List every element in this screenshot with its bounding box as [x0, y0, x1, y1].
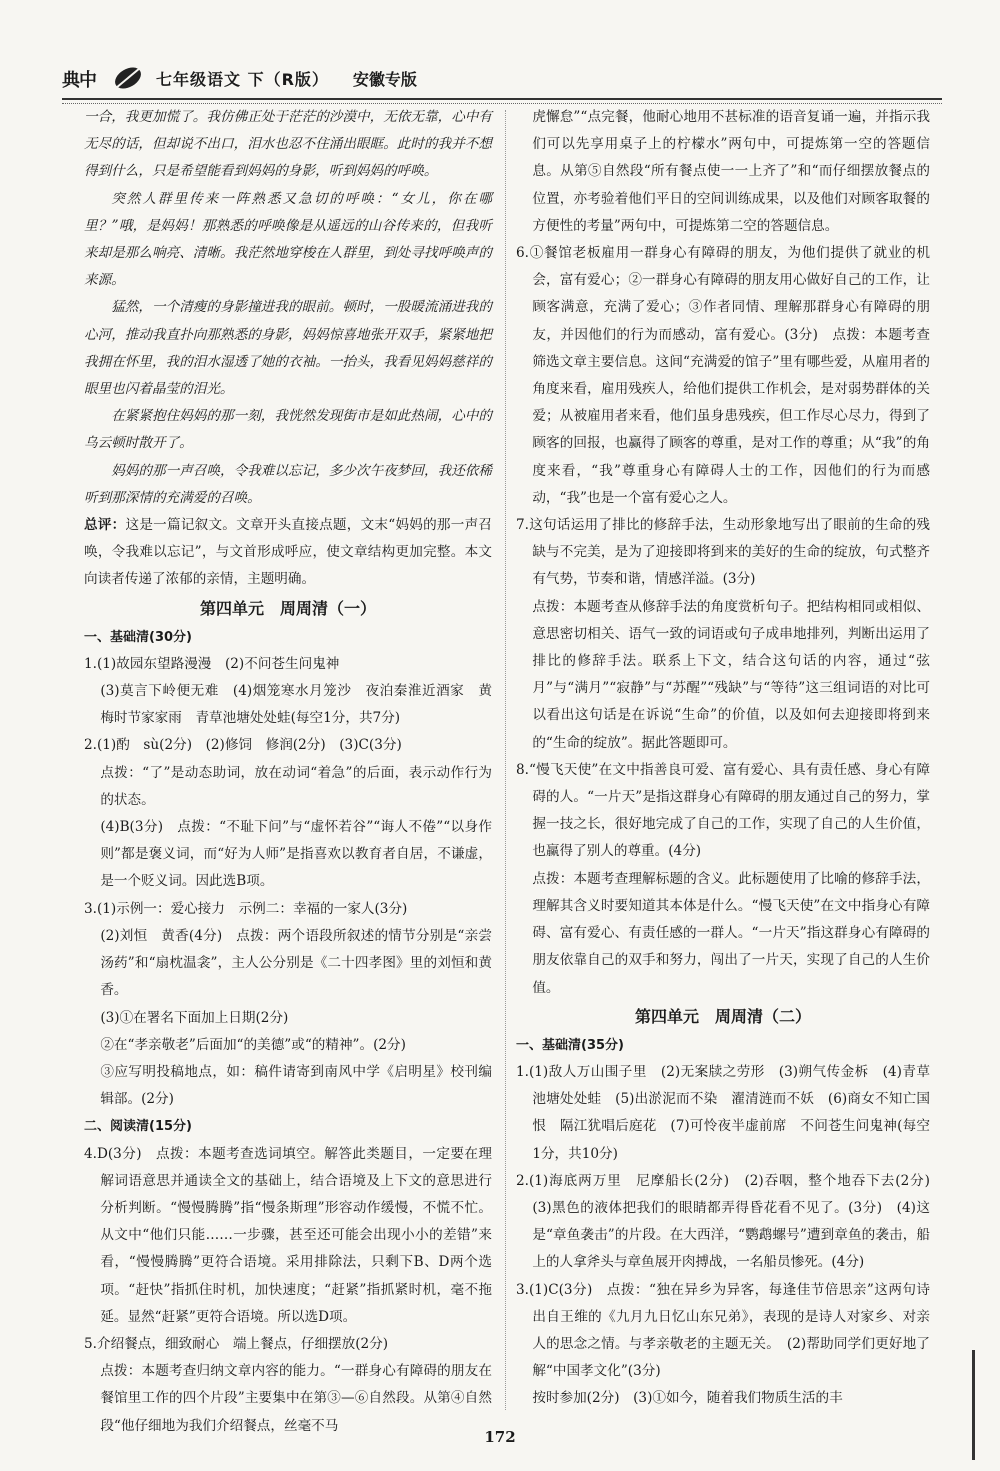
answer-item: 1.(1)故园东望路漫漫 (2)不问苍生问鬼神 [84, 655, 340, 672]
answer-item: 1.(1)敌人万山围子里 (2)无案牍之劳形 (3)朔气传金柝 (4)青草池塘处处蛙 (5)出淤泥而不染 濯清涟而不妖 (6)商女不知亡国恨 隔江犹唱后庭花 (7)可怜夜半虚前席 不问苍生问鬼神(每空1分，共10分) [516, 1063, 930, 1162]
answer-item: 按时参加(2分) (3)①如今，随着我们物质生活的丰 [532, 1390, 843, 1407]
page-header [62, 58, 942, 98]
answer-item: 2.(1)海底两万里 尼摩船长(2分) (2)吞咽，整个地吞下去(2分) (3)黑色的液体把我们的眼睛都弄得昏花看不见了。(3分) (4)这是“章鱼袭击”的片段。在大西洋，“鹦鹉螺号”遭到章鱼的袭击，船上的人拿斧头与章鱼展开肉搏战，一名船员惨死。(4分) [516, 1172, 944, 1271]
page-number: 172 [484, 1428, 516, 1446]
page-edge-mark [972, 1350, 975, 1460]
essay-excerpt [84, 104, 492, 512]
right-column [516, 104, 944, 1420]
edition-label: 安徽专版 [352, 69, 417, 89]
answer-item: 6.①餐馆老板雇用一群身心有障碍的朋友，为他们提供了就业的机会，富有爱心；②一群身心有障碍的朋友用心做好自己的工作，让顾客满意，充满了爱心；③作者同情、理解那群身心有障碍的朋友，并因他们的行为而感动，富有爱心。(3分) 点拨：本题考查筛选文章主要信息。这间“充满爱的馆子”里有哪些爱，从雇用者的角度来看，雇用残疾人，给他们提供工作机会，是对弱势群体的关爱；从被雇用者来看，他们虽身患残疾，但工作尽心尽力，得到了顾客的回报，也赢得了顾客的尊重，是对工作的尊重；从“我”的角度来看，“我”尊重身心有障碍人士的工作，因他们的行为而感动，“我”也是一个富有爱心之人。 [516, 245, 930, 506]
book-title: 七年级语文 下（R版） [156, 69, 329, 89]
answer-item: ③应写明投稿地点，如：稿件请寄到南风中学《启明星》校刊编辑部。(2分) [100, 1063, 492, 1108]
answer-item: (3)①在署名下面加上日期(2分) [100, 1009, 289, 1026]
left-column [84, 104, 493, 1434]
essay-paragraph: 突然人群里传来一阵熟悉又急切的呼唤：“女儿，你在哪里？”哦，是妈妈！那熟悉的呼唤像是从遥远的山谷传来的，但我听来却是那么响亮、清晰。我茫然地穿梭在人群里，到处寻找呼唤声的来源。 [84, 190, 492, 289]
unit-title: 第四单元 周周清（二） [634, 1006, 811, 1026]
essay-paragraph: 妈妈的那一声召唤，令我难以忘记，多少次午夜梦回，我还依稀听到那深情的充满爱的召唤。 [84, 462, 492, 506]
column-divider [505, 110, 506, 1410]
answer-note: 点拨：本题考查理解标题的含义。此标题使用了比喻的修辞手法，理解其含义时要知道其本体是什么。“慢飞天使”在文中指身心有障碍、富有爱心、有责任感的一群人。“一片天”指这群身心有障碍的朋友依靠自己的双手和努力，闯出了一片天，实现了自己的人生价值。 [532, 870, 930, 996]
answer-note: 点拨：本题考查从修辞手法的角度赏析句子。把结构相同或相似、意思密切相关、语气一致的词语或句子成串地排列，判断出运用了排比的修辞手法。联系上下文，结合这句话的内容，通过“弦月”与“满月”“寂静”与“苏醒”“残缺”与“等待”这三组词语的对比可以看出这句话是在诉说“生命”的价值，以及如何去迎接即将到来的“生命的绽放”。据此答题即可。 [532, 598, 930, 751]
leaf-icon [110, 62, 146, 94]
answer-item: 4.D(3分) 点拨：本题考查选词填空。解答此类题目，一定要在理解词语意思并通读全文的基础上，结合语境及上下文的意思进行分析判断。“慢慢腾腾”指“慢条斯理”形容动作缓慢，不慌不忙。从文中“他们只能……一步骤，甚至还可能会出现小小的差错”来看，“慢慢腾腾”更符合语境。采用排除法，只剩下B、D两个选项。“赶快”指抓住时机，加快速度；“赶紧”指抓紧时机，毫不拖延。显然“赶紧”更符合语境。所以选D项。 [84, 1145, 492, 1325]
summary-text: 这是一篇记叙文。文章开头直接点题，文末“妈妈的那一声召唤，令我难以忘记”，与文首形成呼应，使文章结构更加完整。本文向读者传递了浓郁的亲情，主题明确。 [84, 517, 493, 588]
answer-note: 虎懈怠”“点完餐，他耐心地用不甚标准的语音复诵一遍，并指示我们可以先享用桌子上的柠檬水”两句中，可提炼第一空的答题信息。从第⑤自然段“所有餐点使一一上齐了”和“而仔细摆放餐点的位置，亦考验着他们平日的空间训练成果，以及他们对顾客取餐的方便性的考量”两句中，可提炼第二空的答题信息。 [532, 109, 930, 234]
summary [84, 512, 492, 594]
answer-item: 2.(1)酌 sù(2分) (2)修饲 修润(2分) (3)C(3分) [84, 737, 402, 754]
answer-item: ②在“孝亲敬老”后面加“的美德”或“的精神”。(2分) [100, 1036, 406, 1053]
answer-item: 3.(1)C(3分) 点拨：“独在异乡为异客，每逢佳节倍思亲”这两句诗出自王维的《九月九日忆山东兄弟》，表现的是诗人对家乡、对亲人的思念之情。与孝亲敬老的主题无关。 (2)帮助同学们更好地了解“中国孝文化”(3分) [516, 1281, 930, 1380]
publisher-logo [62, 60, 148, 96]
answer-item: (4)B(3分) 点拨：“不耻下问”与“虚怀若谷”“诲人不倦”“以身作则”都是褒义词，而“好为人师”是指喜欢以教育者自居，不谦虚，是一个贬义词。因此选B项。 [100, 819, 492, 890]
unit-title: 第四单元 周周清（一） [199, 598, 376, 618]
answer-item: 3.(1)示例一：爱心接力 示例二：幸福的一家人(3分) [84, 900, 408, 917]
answer-item: (2)刘恒 黄香(4分) 点拨：两个语段所叙述的情节分别是“亲尝汤药”和“扇枕温衾”，主人公分别是《二十四孝图》里的刘恒和黄香。 [100, 927, 492, 999]
essay-paragraph: 一合，我更加慌了。我仿佛正处于茫茫的沙漠中，无依无靠，心中有无尽的话，但却说不出口，泪水也忍不住涌出眼眶。此时的我并不想得到什么，只是希望能看到妈妈的身影，听到妈妈的呼唤。 [84, 109, 492, 180]
section-heading: 二、阅读清(15分) [84, 1119, 192, 1135]
answer-note: 点拨：本题考查归纳文章内容的能力。“一群身心有障碍的朋友在餐馆里工作的四个片段”主要集中在第③—⑥自然段。从第④自然段“他仔细地为我们介绍餐点，丝毫不马 [100, 1363, 492, 1434]
answer-item: (3)莫言下岭便无难 (4)烟笼寒水月笼沙 夜泊秦淮近酒家 黄梅时节家家雨 青草池塘处处蛙(每空1分，共7分) [100, 683, 492, 727]
summary-label: 总评： [84, 517, 126, 534]
answer-item: 7.这句话运用了排比的修辞手法，生动形象地写出了眼前的生命的残缺与不完美，是为了迎接即将到来的美好的生命的绽放，句式整齐有气势，节奏和谐，情感洋溢。(3分) [516, 517, 930, 588]
section-heading: 一、基础清(30分) [84, 629, 192, 645]
logo-text: 典中 [62, 70, 96, 91]
answer-item: 8.“慢飞天使”在文中指善良可爱、富有爱心、具有责任感、身心有障碍的人。“一片天”是指这群身心有障碍的朋友通过自己的努力，掌握一技之长，很好地完成了自己的工作，实现了自己的人生价值，也赢得了别人的尊重。(4分) [516, 761, 930, 860]
essay-paragraph: 猛然，一个清瘦的身影撞进我的眼前。顿时，一股暖流涌进我的心河，推动我直扑向那熟悉的身影，妈妈惊喜地张开双手，紧紧地把我拥在怀里，我的泪水湿透了她的衣袖。一抬头，我看见妈妈慈祥的眼里也闪着晶莹的泪光。 [84, 299, 492, 398]
answer-note: 点拨：“了”是动态助词，放在动词“着急”的后面，表示动作行为的状态。 [100, 764, 492, 808]
essay-paragraph: 在紧紧抱住妈妈的那一刻，我恍然发现街市是如此热闹，心中的乌云顿时散开了。 [84, 408, 492, 452]
section-heading: 一、基础清(35分) [516, 1037, 624, 1053]
answer-item: 5.介绍餐点，细致耐心 端上餐点，仔细摆放(2分) [84, 1335, 389, 1352]
